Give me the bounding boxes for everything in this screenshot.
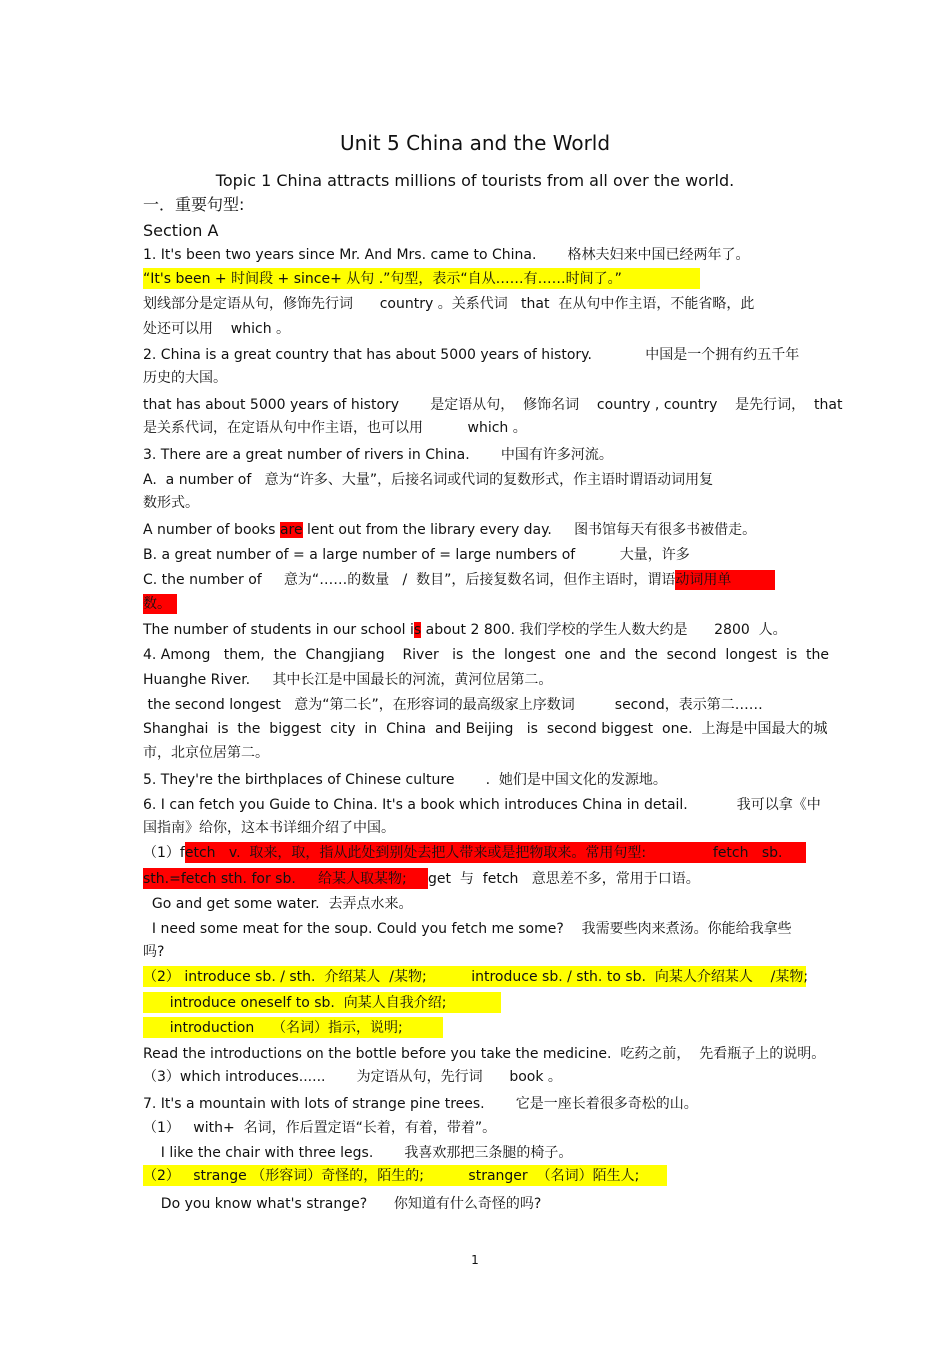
section-label: Section A (143, 221, 219, 240)
line-19: the second longest 意为“第二长”，在形容词的最高级家上序数词 second，表示第二…… (143, 697, 763, 713)
line-26-highlight: sth.=fetch sth. for sb. 给某人取某物; (143, 871, 407, 887)
line-37: I like the chair with three legs. 我喜欢那把三条腿的椅子。 (143, 1145, 573, 1161)
line-24: 国指南》给你，这本书详细介绍了中国。 (143, 820, 395, 836)
line-34: （3）which introduces...... 为定语从句，先行词 book 。 (143, 1069, 562, 1085)
line-25 (143, 843, 782, 863)
line-12 (143, 520, 756, 540)
line-25-highlight: fetch v. 取来，取，指从此处到别处去把人带来或是把物取来。常用句型: fetch sb. (179, 845, 783, 861)
line-28: I need some meat for the soup. Could you fetch me some? 我需要些肉来煮汤。你能给我拿些 (143, 921, 792, 937)
line-16 (143, 620, 787, 640)
line-22: 5. They're the birthplaces of Chinese culture . 她们是中国文化的发源地。 (143, 772, 667, 788)
line-16-highlight: s (413, 622, 422, 638)
line-1: 1. It's been two years since Mr. And Mrs. came to China. 格林夫妇来中国已经两年了。 (143, 247, 750, 263)
section-heading: 一．重要句型: (143, 195, 245, 214)
line-8: 是关系代词，在定语从句中作主语，也可以用 which 。 (143, 420, 527, 436)
line-14 (143, 570, 775, 590)
line-7: that has about 5000 years of history 是定语从句， 修饰名词 country , country 是先行词， that (143, 397, 843, 413)
line-4: 处还可以用 which 。 (143, 321, 291, 337)
line-5: 2. China is a great country that has about 5000 years of history. 中国是一个拥有约五千年 (143, 347, 800, 363)
line-21: 市，北京位居第二。 (143, 745, 269, 761)
line-20: Shanghai is the biggest city in China and Beijing is second biggest one. 上海是中国最大的城 (143, 721, 828, 737)
line-12-pre: A number of books (143, 522, 280, 538)
line-16-pre: The number of students in our school i (143, 622, 414, 638)
line-25-pre: （1） (143, 845, 180, 861)
line-33: Read the introductions on the bottle before you take the medicine. 吃药之前， 先看瓶子上的说明。 (143, 1046, 826, 1062)
line-18: Huanghe River. 其中长江是中国最长的河流，黄河位居第二。 (143, 672, 553, 688)
line-16-post: about 2 800. 我们学校的学生人数大约是 2800 人。 (421, 622, 787, 638)
line-32: introduction （名词）指示，说明; (143, 1020, 403, 1036)
line-9: 3. There are a great number of rivers in China. 中国有许多河流。 (143, 447, 613, 463)
line-15-highlight: 数。 (143, 594, 177, 614)
line-6: 历史的大国。 (143, 370, 227, 386)
line-10: A. a number of 意为“许多、大量”，后接名词或代词的复数形式，作主语时谓语动词用复 (143, 472, 714, 488)
line-17: 4. Among them, the Changjiang River is the longest one and the second longest is the (143, 647, 830, 663)
line-38: （2） strange （形容词）奇怪的，陌生的; stranger （名词）陌生人; (143, 1168, 640, 1184)
line-3: 划线部分是定语从句，修饰先行词 country 。关系代词 that 在从句中作主语，不能省略，此 (143, 296, 755, 312)
line-12-highlight: are (279, 522, 303, 538)
page-title: Unit 5 China and the World (339, 131, 611, 155)
line-26 (143, 869, 700, 889)
line-39: Do you know what's strange? 你知道有什么奇怪的吗? (143, 1196, 542, 1212)
line-30: （2） introduce sb. / sth. 介绍某人 /某物; introduce sb. / sth. to sb. 向某人介绍某人 /某物; (143, 969, 809, 985)
line-29: 吗? (143, 944, 165, 960)
line-13: B. a great number of = a large number of = large numbers of 大量，许多 (143, 547, 690, 563)
line-23: 6. I can fetch you Guide to China. It's a book which introduces China in detail. 我可以拿《中 (143, 797, 821, 813)
line-27: Go and get some water. 去弄点水来。 (143, 896, 413, 912)
line-12-post: lent out from the library every day. 图书馆每天有很多书被借走。 (302, 522, 757, 538)
line-2: “It's been + 时间段 + since+ 从句 .”句型，表示“自从……有……时间了。” (143, 271, 622, 287)
line-14-highlight: 动词用单 (675, 570, 775, 590)
line-35: 7. It's a mountain with lots of strange pine trees. 它是一座长着很多奇松的山。 (143, 1096, 698, 1112)
line-31: introduce oneself to sb. 向某人自我介绍; (143, 995, 447, 1011)
page-number: 1 (471, 1253, 479, 1267)
line-11: 数形式。 (143, 495, 199, 511)
topic-title: Topic 1 China attracts millions of tourists from all over the world. (215, 171, 735, 190)
line-26-post: get 与 fetch 意思差不多，常用于口语。 (428, 871, 700, 887)
line-15 (143, 594, 177, 614)
line-14-pre: C. the number of 意为“……的数量 / 数目”，后接复数名词，但作主语时，谓语 (143, 572, 676, 588)
line-36: （1） with+ 名词，作后置定语“长着，有着，带着”。 (143, 1120, 497, 1136)
